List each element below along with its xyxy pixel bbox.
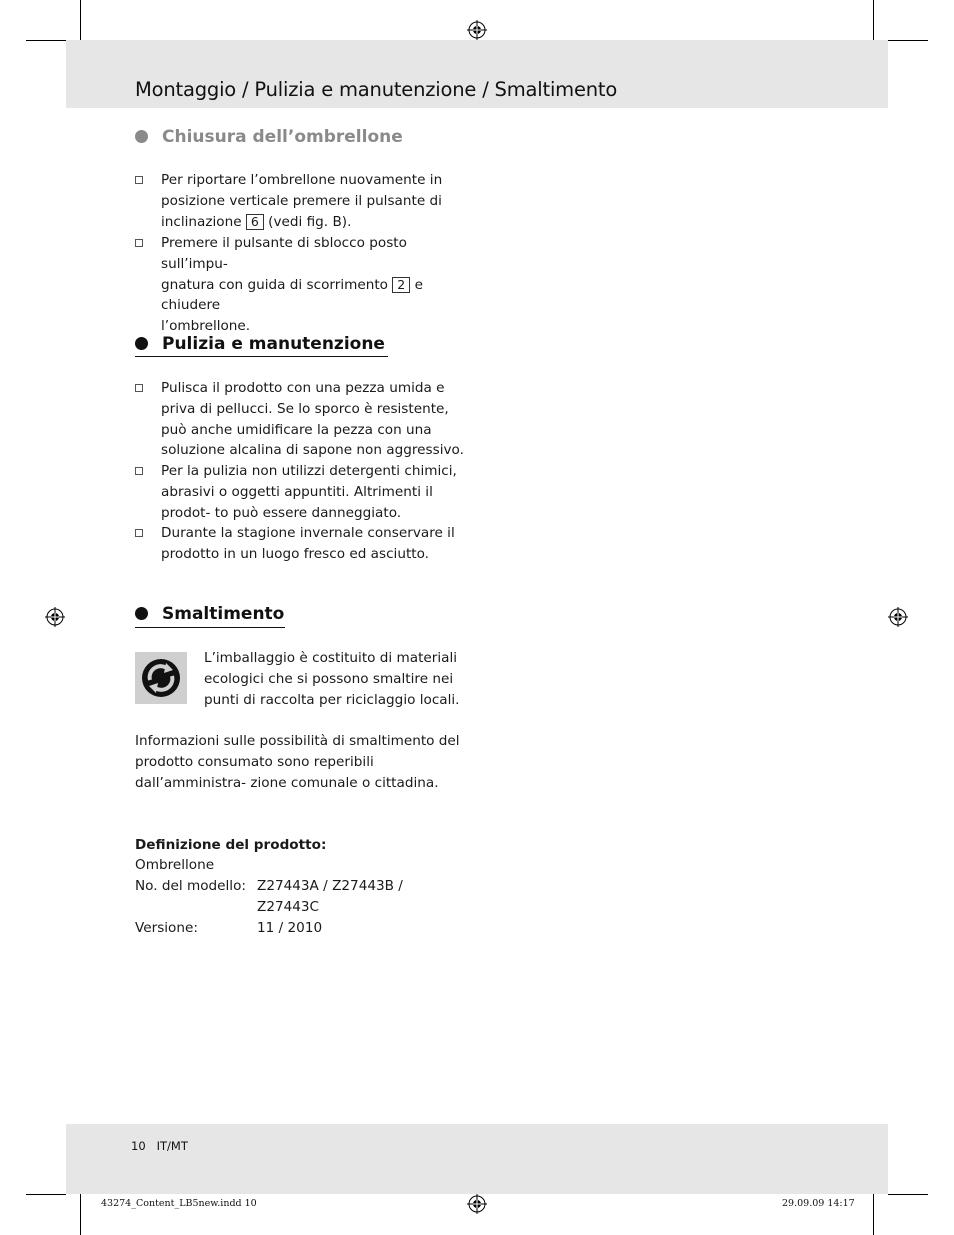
list-item: Per la pulizia non utilizzi detergenti chimici, abrasivi o oggetti appuntiti. Altrimenti il prodot- to può essere danneggiato. bbox=[135, 461, 470, 523]
recycle-icon-box bbox=[135, 652, 187, 704]
definition-heading: Definizione del prodotto: bbox=[135, 837, 327, 853]
checkbox-square-icon bbox=[135, 529, 143, 537]
checkbox-square-icon bbox=[135, 239, 143, 247]
list-item: Premere il pulsante di sblocco posto sull’impu- gnatura con guida di scorrimento 2 e chiudere l’ombrellone. bbox=[135, 233, 470, 337]
model-value: Z27443C bbox=[257, 899, 320, 915]
footer-band bbox=[66, 1124, 888, 1194]
model-value: Z27443A / Z27443B / bbox=[257, 878, 403, 894]
heading-underline bbox=[135, 627, 285, 628]
page-title: Montaggio / Pulizia e manutenzione / Smaltimento bbox=[135, 78, 618, 101]
bullet-dot-icon bbox=[135, 130, 148, 143]
checkbox-square-icon bbox=[135, 467, 143, 475]
bullet-dot-icon bbox=[135, 337, 148, 350]
registration-mark-icon bbox=[888, 607, 908, 627]
packaging-text: L’imballaggio è costituito di materiali ecologici che si possono smaltire nei punti di raccolta per riciclaggio locali. bbox=[204, 650, 460, 708]
list-item: Per riportare l’ombrellone nuovamente in posizione verticale premere il pulsante di inclinazione 6 (vedi fig. B). bbox=[135, 170, 470, 232]
green-dot-recycle-icon bbox=[135, 652, 187, 704]
registration-mark-icon bbox=[45, 607, 65, 627]
page-number: 10 IT/MT bbox=[131, 1139, 188, 1153]
registration-mark-icon bbox=[467, 20, 487, 40]
disposal-info-text: Informazioni sulle possibilità di smaltimento del prodotto consumato sono reperibili dall’amministra- zione comunale o cittadina. bbox=[135, 733, 460, 791]
version-value: 11 / 2010 bbox=[257, 920, 323, 936]
section-heading-disposal: Smaltimento bbox=[135, 604, 284, 624]
heading-underline bbox=[135, 356, 388, 357]
registration-mark-icon bbox=[467, 1194, 487, 1214]
product-name: Ombrellone bbox=[135, 857, 215, 873]
list-item: Pulisca il prodotto con una pezza umida e priva di pellucci. Se lo sporco è resistente, può anche umidificare la pezza con una soluzione alcalina di sapone non aggressivo. bbox=[135, 378, 470, 461]
checkbox-square-icon bbox=[135, 176, 143, 184]
section-heading-cleaning: Pulizia e manutenzione bbox=[135, 334, 385, 354]
section-heading-closing: Chiusura dell’ombrellone bbox=[135, 127, 403, 147]
part-reference: 6 bbox=[246, 214, 264, 230]
checkbox-square-icon bbox=[135, 384, 143, 392]
file-slug: 43274_Content_LB5new.indd 10 bbox=[101, 1198, 257, 1209]
part-reference: 2 bbox=[392, 277, 410, 293]
date-slug: 29.09.09 14:17 bbox=[782, 1198, 855, 1209]
list-item: Durante la stagione invernale conservare il prodotto in un luogo fresco ed asciutto. bbox=[135, 523, 470, 565]
model-row: No. del modello: bbox=[135, 878, 246, 894]
bullet-dot-icon bbox=[135, 607, 148, 620]
version-label: Versione: bbox=[135, 920, 198, 936]
